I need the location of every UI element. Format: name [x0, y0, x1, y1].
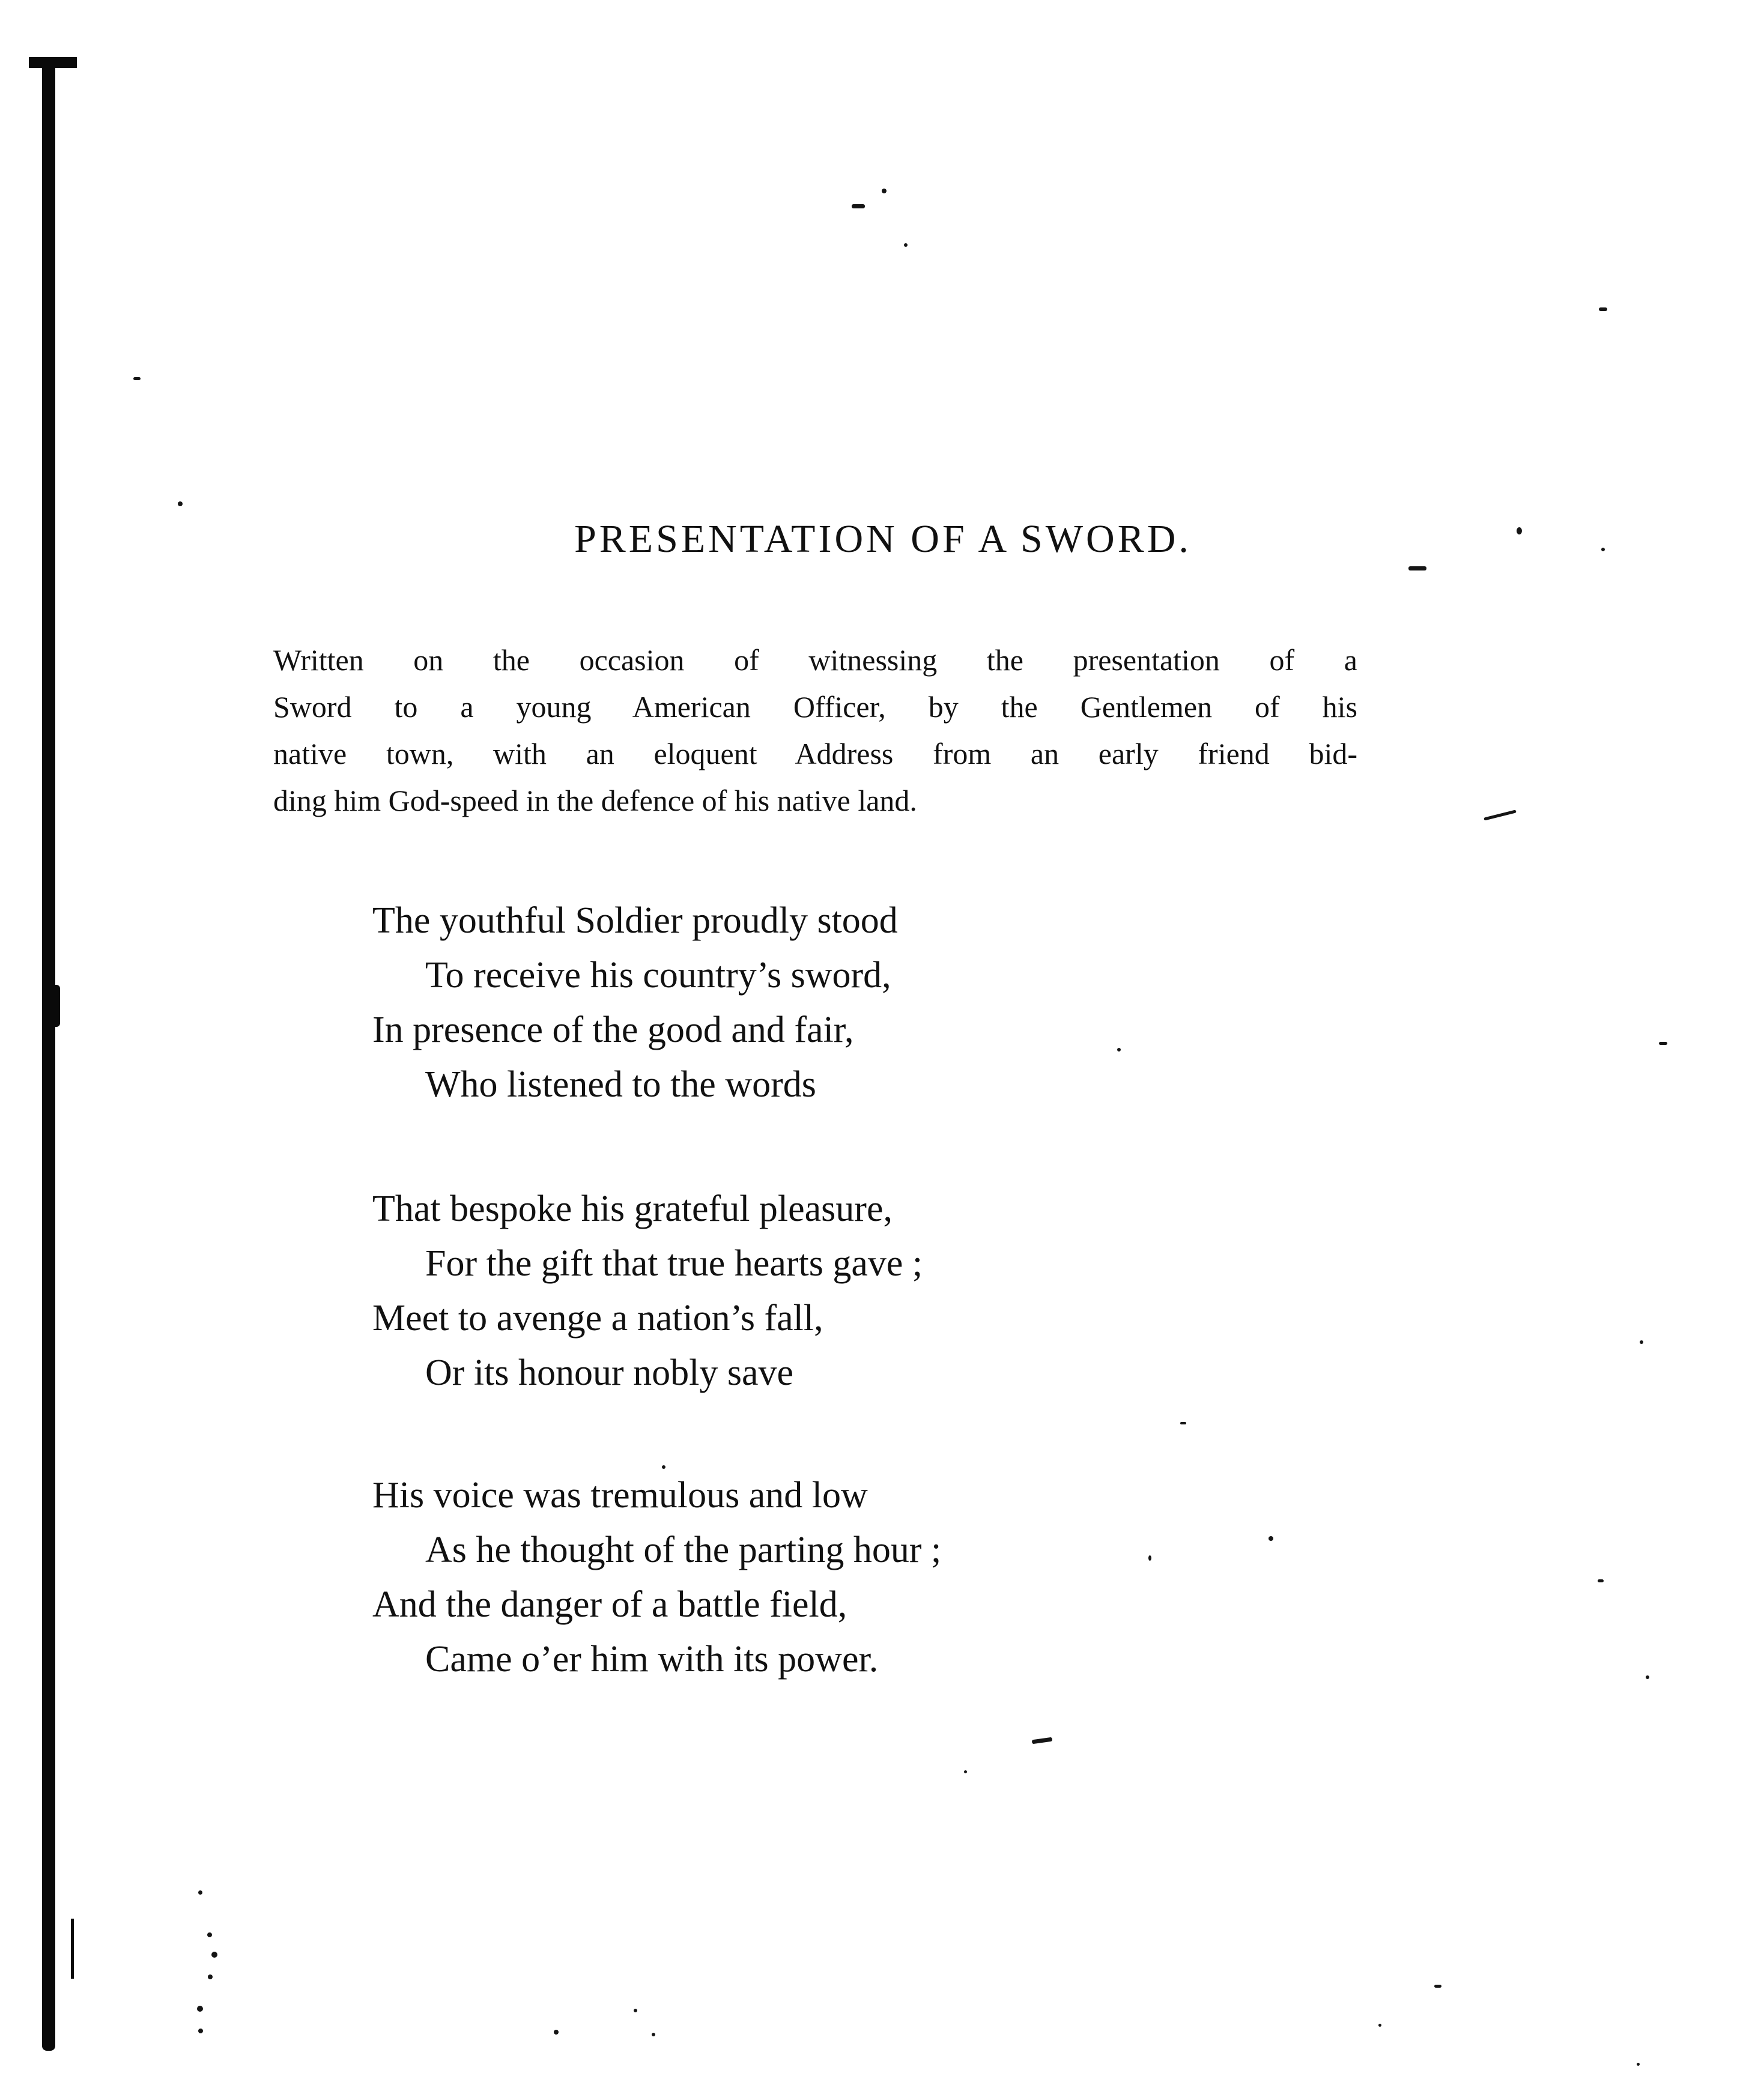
headnote-line: Sword to a young American Officer, by the Gentlemen of his: [273, 690, 1357, 724]
headnote: [273, 637, 1357, 824]
scan-speck: [1646, 1675, 1649, 1679]
scan-speck: [634, 2009, 637, 2012]
binding-edge-bottom-line: [71, 1919, 74, 1979]
scan-speck: [1032, 1737, 1053, 1744]
headnote-line: native town, with an eloquent Address from an early friend bid-: [273, 737, 1357, 770]
poem-stanza: [372, 1182, 923, 1400]
verse-line: In presence of the good and fair,: [372, 1009, 854, 1050]
scan-speck: [211, 1952, 217, 1958]
scan-speck: [1517, 527, 1522, 534]
poem-stanza: [372, 894, 898, 1112]
scan-speck: [904, 243, 908, 247]
scan-speck: [1408, 566, 1426, 570]
verse-line: As he thought of the parting hour ;: [425, 1530, 942, 1570]
scan-speck: [852, 204, 865, 208]
verse-line: To receive his country’s sword,: [425, 955, 891, 996]
scan-speck: [652, 2033, 655, 2036]
scan-speck: [964, 1770, 967, 1773]
scan-speck: [1117, 1048, 1121, 1052]
scan-speck: [1601, 548, 1605, 551]
verse-line: His voice was tremulous and low: [372, 1475, 868, 1516]
verse-line: That bespoke his grateful pleasure,: [372, 1188, 893, 1229]
binding-edge-top-mark: [29, 57, 77, 68]
scan-speck: [1148, 1555, 1151, 1561]
scan-speck: [554, 2030, 559, 2035]
verse-line: Came o’er him with its power.: [425, 1639, 879, 1680]
poem-stanza: [372, 1468, 941, 1687]
scan-speck: [1598, 1579, 1604, 1582]
scan-speck: [1378, 2024, 1381, 2027]
scan-speck: [133, 377, 141, 380]
verse-line: Meet to avenge a nation’s fall,: [372, 1298, 823, 1339]
headnote-line: ding him God-speed in the defence of his native land.: [273, 784, 917, 817]
verse-line: The youthful Soldier proudly stood: [372, 900, 898, 941]
scan-speck: [1599, 307, 1607, 311]
scan-speck: [1269, 1536, 1273, 1541]
scan-speck: [198, 2029, 203, 2033]
scan-speck: [197, 2006, 203, 2012]
scan-speck: [882, 189, 887, 193]
page-title: PRESENTATION OF A SWORD.: [574, 517, 1192, 561]
scan-speck: [1484, 809, 1517, 820]
scan-speck: [1640, 1340, 1643, 1344]
scan-speck: [1434, 1985, 1441, 1988]
verse-line: Who listened to the words: [425, 1064, 816, 1105]
binding-edge-notch: [52, 985, 60, 1027]
scan-speck: [207, 1932, 212, 1937]
scan-speck: [198, 1890, 202, 1895]
scan-speck: [1637, 2063, 1640, 2066]
scan-speck: [178, 501, 183, 506]
scan-speck: [1180, 1422, 1186, 1424]
scan-speck: [1659, 1042, 1667, 1045]
verse-line: Or its honour nobly save: [425, 1352, 794, 1393]
scan-speck: [208, 1974, 213, 1979]
verse-line: And the danger of a battle field,: [372, 1584, 847, 1625]
verse-line: For the gift that true hearts gave ;: [425, 1243, 923, 1284]
binding-edge-shadow: [42, 57, 55, 2051]
headnote-line: Written on the occasion of witnessing the presentation of a: [273, 643, 1357, 677]
